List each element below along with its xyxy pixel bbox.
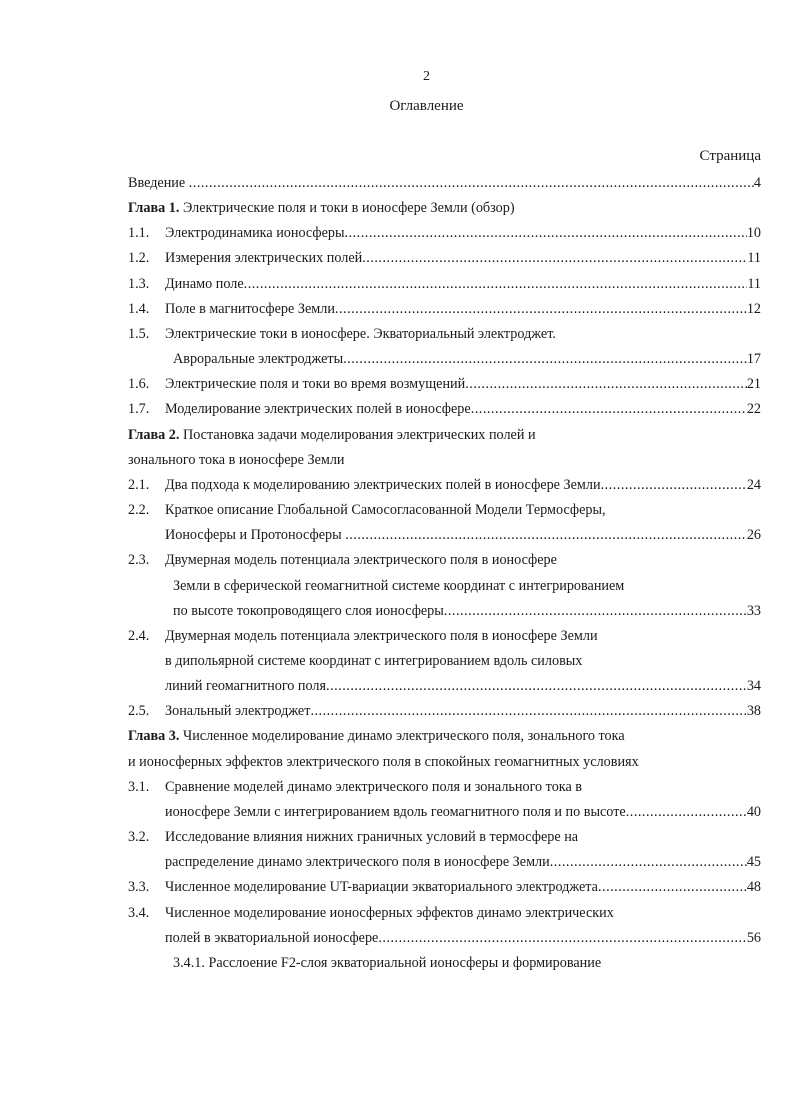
toc-entry: [128, 901, 761, 926]
toc-entry-number: 3.3.: [128, 879, 150, 896]
toc-entry-title: Электрические поля и токи в ионосфере Земли (обзор): [179, 200, 515, 217]
toc-entry: [128, 825, 761, 850]
toc-entry-title: полей в экваториальной ионосфере: [165, 929, 379, 946]
toc-page-number: 10: [746, 225, 761, 242]
toc-entry: [128, 926, 761, 951]
toc-entry: [128, 699, 761, 724]
toc-entry: [128, 775, 761, 800]
toc-entry-title: Моделирование электрических полей в ионосфере: [165, 401, 471, 418]
toc-entry: [128, 951, 761, 976]
toc-entry: [128, 674, 761, 699]
toc-entry-title: Поле в магнитосфере Земли: [165, 300, 335, 317]
toc-entry-number: 2.3.: [128, 552, 150, 569]
toc-chapter-label: Глава 1.: [128, 200, 180, 217]
toc-entry-title: и ионосферных эффектов электрического поля в спокойных геомагнитных условиях: [128, 753, 639, 770]
toc-leader-dots: [362, 246, 747, 271]
toc-entry: [128, 372, 761, 397]
toc-page-number: 17: [746, 351, 761, 368]
page-number: 2: [423, 69, 430, 84]
toc-entry: [128, 800, 761, 825]
toc-entry-title: Ионосферы и Протоносферы: [165, 527, 346, 544]
toc-entry-number: 1.5.: [128, 325, 150, 342]
toc-entry-title: распределение динамо электрического поля в ионосфере Земли: [165, 854, 550, 871]
toc-leader-dots: [550, 850, 747, 875]
toc-entry-title: Численное моделирование ионосферных эффектов динамо электрических: [165, 904, 614, 921]
toc-leader-dots: [626, 800, 747, 825]
toc-entry: [128, 297, 761, 322]
toc-leader-dots: [244, 272, 748, 297]
toc-entry-title: Авроральные электроджеты: [173, 351, 344, 368]
toc-leader-dots: [345, 523, 747, 548]
toc-entry: [128, 322, 761, 347]
page-column-header: Страница: [699, 148, 761, 164]
toc-leader-dots: [465, 372, 747, 397]
toc-chapter-label: Глава 3.: [128, 728, 180, 745]
toc-page-number: 33: [746, 602, 761, 619]
toc-entry-title: Земли в сферической геомагнитной системе координат с интегрированием: [173, 577, 625, 594]
toc-entry-title: Постановка задачи моделирования электрических полей и: [179, 426, 536, 443]
toc-entry: [128, 397, 761, 422]
toc-leader-dots: [326, 674, 747, 699]
toc-entry-title: Введение: [128, 175, 189, 191]
toc-leader-dots: [378, 926, 746, 951]
toc-leader-dots: [444, 599, 747, 624]
toc-entry: [128, 875, 761, 900]
toc-page-number: 11: [747, 250, 761, 267]
toc-entry-number: 2.2.: [128, 502, 150, 519]
toc-leader-dots: [343, 347, 747, 372]
toc-entry-title: зонального тока в ионосфере Земли: [128, 451, 345, 468]
toc-page-number: 26: [746, 527, 761, 544]
toc-entry-title: Зональный электроджет: [165, 703, 311, 720]
toc-leader-dots: [471, 397, 747, 422]
toc-entry-number: 1.3.: [128, 275, 150, 292]
toc-entry: [128, 196, 761, 221]
toc-entry: [128, 649, 761, 674]
toc-entry: [128, 574, 761, 599]
toc-entry-title: Двумерная модель потенциала электрического поля в ионосфере Земли: [165, 627, 598, 644]
toc-entry: [128, 171, 761, 196]
toc-page-number: 4: [753, 175, 761, 191]
toc-page-number: 34: [746, 678, 761, 695]
toc-entry: [128, 523, 761, 548]
toc-entry-title: Сравнение моделей динамо электрического поля и зонального тока в: [165, 778, 583, 795]
toc-entry: [128, 750, 761, 775]
toc-entry-number: 1.2.: [128, 250, 150, 267]
toc-page-number: 38: [746, 703, 761, 720]
toc-entry: [128, 246, 761, 271]
toc-page-number: 40: [746, 803, 761, 820]
toc-leader-dots: [345, 221, 747, 246]
toc-entry: [128, 548, 761, 573]
toc-entry-number: 1.1.: [128, 225, 150, 242]
toc-page-number: 56: [746, 929, 761, 946]
toc-page-number: 45: [746, 854, 761, 871]
toc-entry-title: Динамо поле: [165, 275, 244, 292]
toc-entry-title: по высоте токопроводящего слоя ионосферы: [173, 602, 444, 619]
toc-entry-title: линий геомагнитного поля: [165, 678, 327, 695]
toc-entry: [128, 448, 761, 473]
toc-entry: [128, 272, 761, 297]
toc-chapter-label: Глава 2.: [128, 426, 180, 443]
toc-leader-dots: [189, 171, 754, 196]
toc-entry-title: Численное моделирование UT-вариации экваториального электроджета: [165, 879, 598, 896]
toc-entry-title: в дипольярной системе координат с интегрированием вдоль силовых: [165, 652, 583, 669]
toc-entry-title: Электродинамика ионосферы: [165, 225, 345, 242]
toc-leader-dots: [310, 699, 746, 724]
toc-entry: [128, 473, 761, 498]
toc-entry: [128, 498, 761, 523]
toc-entry-title: Краткое описание Глобальной Самосогласованной Модели Термосферы,: [165, 502, 606, 519]
toc-entry: [128, 624, 761, 649]
toc-leader-dots: [335, 297, 747, 322]
toc-entry-number: 3.2.: [128, 829, 150, 846]
toc-leader-dots: [601, 473, 747, 498]
toc-entry-number: 3.4.: [128, 904, 150, 921]
toc-entry-title: Двумерная модель потенциала электрического поля в ионосфере: [165, 552, 557, 569]
toc-entry: [128, 599, 761, 624]
toc-page-number: 48: [746, 879, 761, 896]
toc-entry-number: 2.4.: [128, 627, 150, 644]
toc-entry: [128, 221, 761, 246]
toc-entry: [128, 724, 761, 749]
toc-entry: [128, 347, 761, 372]
toc-page-number: 11: [747, 275, 761, 292]
table-of-contents: [128, 171, 761, 976]
toc-entry-title: Два подхода к моделированию электрических полей в ионосфере Земли: [165, 476, 601, 493]
toc-entry-title: Измерения электрических полей: [165, 250, 363, 267]
toc-leader-dots: [598, 875, 747, 900]
toc-entry-number: 1.6.: [128, 376, 150, 393]
toc-entry: [128, 423, 761, 448]
toc-entry-number: 2.5.: [128, 703, 150, 720]
toc-entry-title: Исследование влияния нижних граничных условий в термосфере на: [165, 829, 579, 846]
toc-entry-number: 2.1.: [128, 476, 150, 493]
toc-page-number: 22: [746, 401, 761, 418]
toc-entry-title: Электрические поля и токи во время возмущений: [165, 376, 466, 393]
toc-entry-number: 3.1.: [128, 778, 150, 795]
toc-page-number: 24: [746, 476, 761, 493]
page-title: Оглавление: [389, 98, 464, 114]
toc-entry: [128, 850, 761, 875]
toc-entry-title: 3.4.1. Расслоение F2-слоя экваториальной ионосферы и формирование: [173, 954, 602, 971]
toc-entry-title: Численное моделирование динамо электрического поля, зонального тока: [179, 728, 625, 745]
toc-entry-title: ионосфере Земли с интегрированием вдоль геомагнитного поля и по высоте: [165, 803, 626, 820]
toc-page-number: 21: [746, 376, 761, 393]
toc-entry-number: 1.4.: [128, 300, 150, 317]
toc-entry-number: 1.7.: [128, 401, 150, 418]
toc-entry-title: Электрические токи в ионосфере. Экваториальный электроджет.: [165, 325, 556, 342]
toc-page-number: 12: [746, 300, 761, 317]
